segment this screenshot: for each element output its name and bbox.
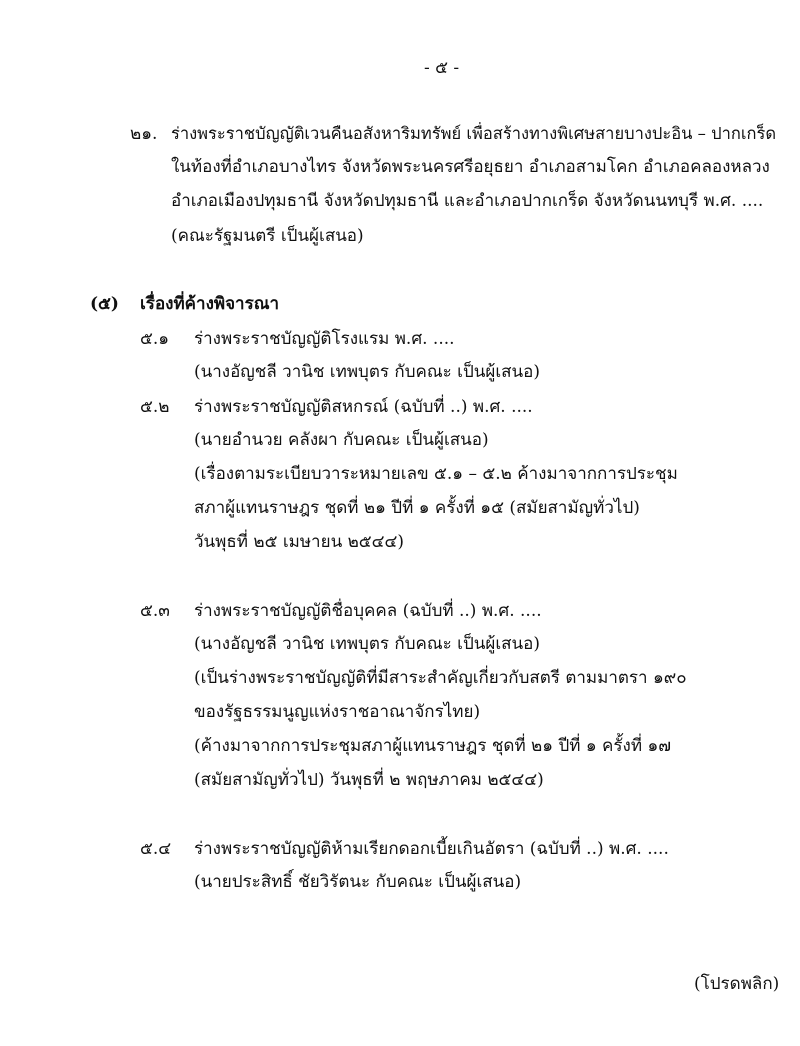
item-5-3-line: ของรัฐธรรมนูญแห่งราชอาณาจักรไทย): [194, 702, 481, 722]
item-5-4-number: ๕.๔: [140, 839, 172, 859]
item-5-4-line: (นายประสิทธิ์ ชัยวิรัตนะ กับคณะ เป็นผู้เสนอ): [194, 872, 522, 892]
section-5-title: เรื่องที่ค้างพิจารณา: [140, 294, 280, 314]
footer-note: (โปรดพลิก): [694, 974, 780, 994]
item-21-line: (คณะรัฐมนตรี เป็นผู้เสนอ): [171, 226, 364, 246]
item-5-2-line: (เรื่องตามระเบียบวาระหมายเลข ๕.๑ – ๕.๒ ค้างมาจากการประชุม: [194, 464, 678, 484]
item-21-line: ในท้องที่อำเภอบางไทร จังหวัดพระนครศรีอยุธยา อำเภอสามโคก อำเภอคลองหลวง: [171, 157, 770, 177]
item-5-3-line: (นางอัญชลี วานิช เทพบุตร กับคณะ เป็นผู้เสนอ): [194, 634, 540, 654]
item-5-1-number: ๕.๑: [140, 329, 170, 349]
item-5-3-number: ๕.๓: [140, 601, 170, 621]
item-5-3-line: (สมัยสามัญทั่วไป) วันพุธที่ ๒ พฤษภาคม ๒๕๔๔): [194, 770, 544, 790]
item-21-line: ร่างพระราชบัญญัติเวนคืนอสังหาริมทรัพย์ เพื่อสร้างทางพิเศษสายบางปะอิน – ปากเกร็ด: [171, 124, 777, 143]
item-21-line: อำเภอเมืองปทุมธานี จังหวัดปทุมธานี และอำเภอปากเกร็ด จังหวัดนนทบุรี พ.ศ. ....: [171, 191, 764, 211]
item-5-2-line: ร่างพระราชบัญญัติสหกรณ์ (ฉบับที่ ..) พ.ศ. ....: [194, 397, 533, 417]
section-5-number: (๕): [90, 294, 119, 314]
item-5-3-line: (ค้างมาจากการประชุมสภาผู้แทนราษฎร ชุดที่ ๒๑ ปีที่ ๑ ครั้งที่ ๑๗: [194, 736, 672, 756]
item-5-2-line: วันพุธที่ ๒๕ เมษายน ๒๕๔๔): [194, 532, 405, 552]
item-21-number: ๒๑.: [130, 124, 158, 144]
item-5-1-line: ร่างพระราชบัญญัติโรงแรม พ.ศ. ....: [194, 329, 455, 349]
item-5-4-line: ร่างพระราชบัญญัติห้ามเรียกดอกเบี้ยเกินอัตรา (ฉบับที่ ..) พ.ศ. ....: [194, 839, 669, 859]
item-5-3-line: ร่างพระราชบัญญัติชื่อบุคคล (ฉบับที่ ..) พ.ศ. ....: [194, 601, 542, 621]
item-5-1-line: (นางอัญชลี วานิช เทพบุตร กับคณะ เป็นผู้เสนอ): [194, 362, 540, 382]
item-5-2-line: (นายอำนวย คลังผา กับคณะ เป็นผู้เสนอ): [194, 430, 489, 450]
page-number: - ๕ -: [424, 58, 460, 78]
item-5-2-number: ๕.๒: [140, 397, 170, 417]
item-5-3-line: (เป็นร่างพระราชบัญญัติที่มีสาระสำคัญเกี่ยวกับสตรี ตามมาตรา ๑๙๐: [194, 668, 687, 688]
item-5-2-line: สภาผู้แทนราษฎร ชุดที่ ๒๑ ปีที่ ๑ ครั้งที่ ๑๕ (สมัยสามัญทั่วไป): [194, 498, 640, 518]
